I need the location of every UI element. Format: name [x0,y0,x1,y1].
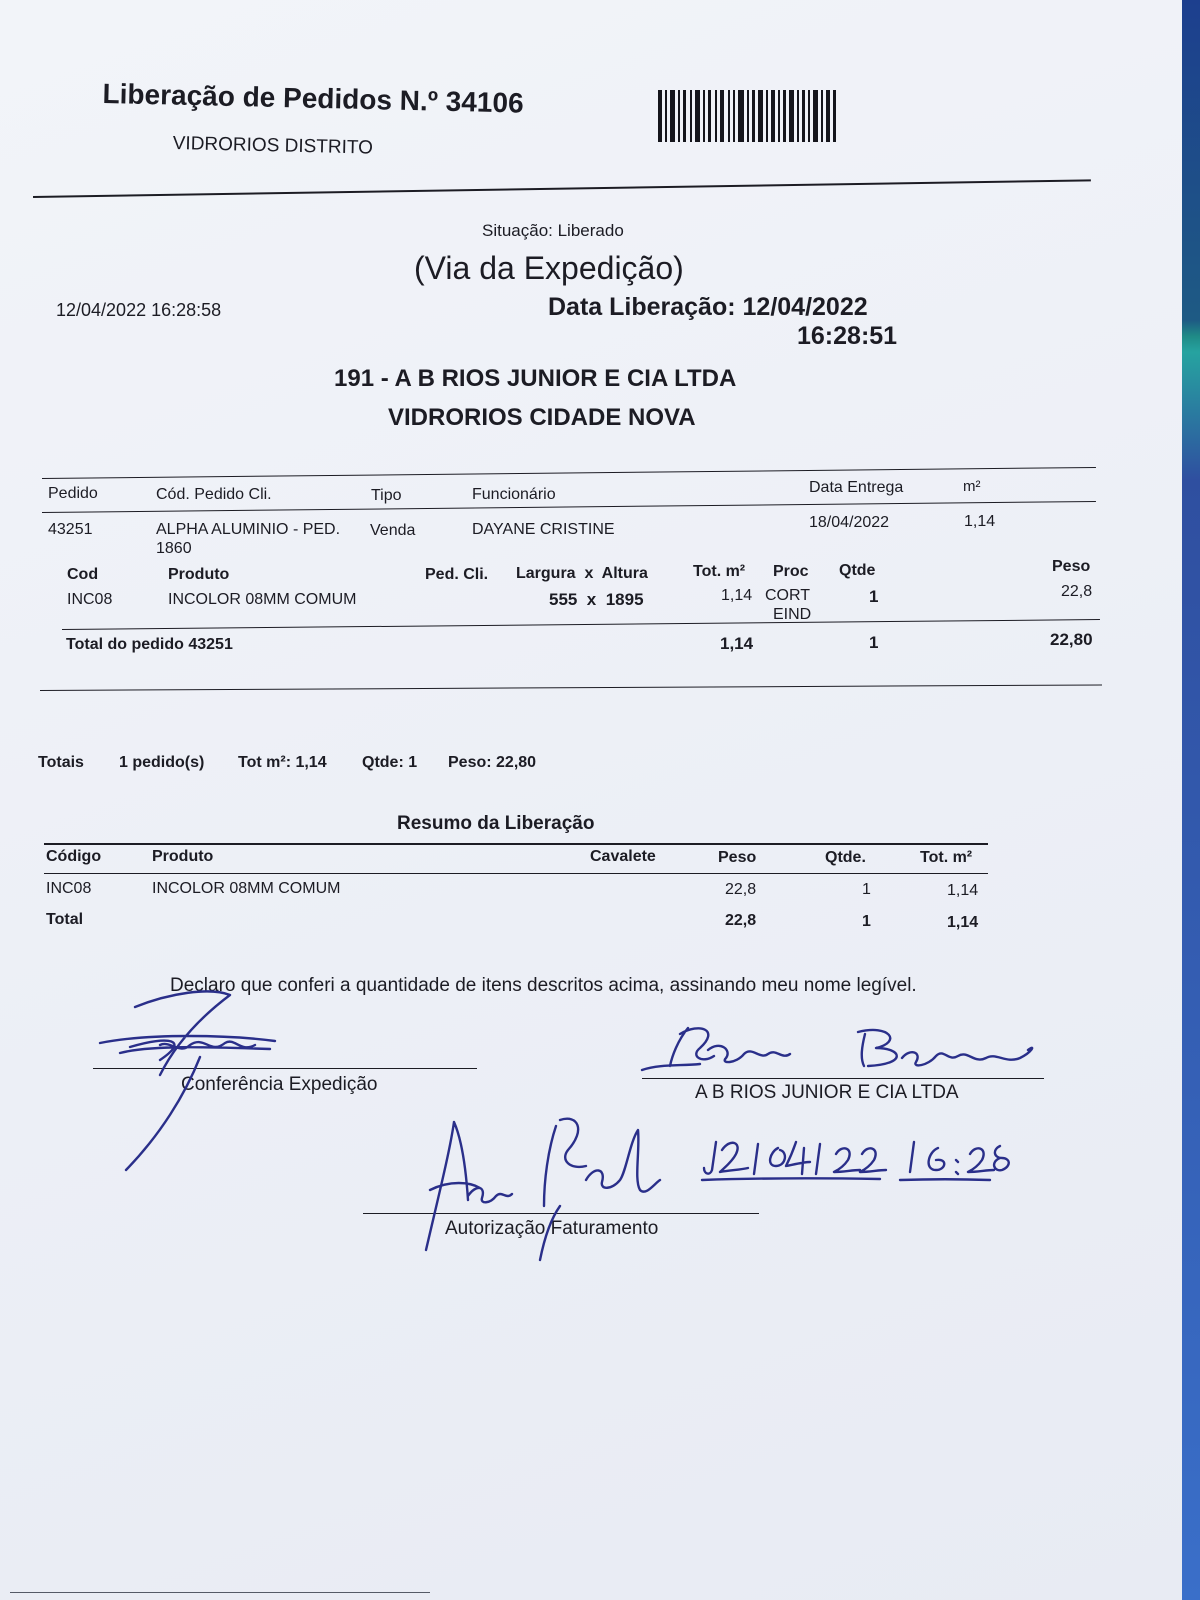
totais-label: Totais [38,754,84,771]
pedido-table-top-rule [42,467,1096,479]
document-title: Liberação de Pedidos N.º 34106 [102,78,524,119]
conferencia-label: Conferência Expedição [181,1074,378,1095]
resumo-total-peso: 22,8 [725,912,757,929]
item-col-proc: Proc [773,563,809,580]
item-tot-m2: 1,14 [721,587,753,604]
autorizacao-signature [410,1110,680,1260]
resumo-tot-m2: 1,14 [947,882,979,899]
resumo-codigo: INC08 [46,880,92,897]
resumo-total-qtde: 1 [862,913,871,930]
pedido-total-qtde: 1 [869,633,879,652]
barcode [658,88,840,144]
item-col-largura-altura: Largura x Altura [516,565,648,582]
resumo-peso: 22,8 [725,881,757,898]
resumo-produto: INCOLOR 08MM COMUM [152,880,341,897]
item-peso: 22,8 [1061,583,1093,600]
pedido-total-m2: 1,14 [720,634,754,653]
print-datetime: 12/04/2022 16:28:58 [56,300,222,320]
cod-pedido-cli-2: 1860 [156,540,192,557]
data-liberacao: Data Liberação: 12/04/2022 [548,293,868,321]
resumo-col-peso: Peso [718,849,757,866]
item-col-qtde: Qtde [839,562,876,579]
hora-liberacao: 16:28:51 [797,322,898,350]
item-col-ped-cli: Ped. Cli. [425,566,489,583]
company-name: VIDRORIOS DISTRITO [172,133,374,159]
col-cod-pedido-cli: Cód. Pedido Cli. [156,486,272,503]
pedido-tipo: Venda [370,522,416,539]
empresa-label: A B RIOS JUNIOR E CIA LTDA [695,1082,959,1103]
totais-m2: Tot m²: 1,14 [238,754,327,771]
pedido-number: 43251 [48,521,93,538]
resumo-col-codigo: Código [46,848,102,865]
resumo-total-label: Total [46,911,84,928]
situacao-label: Situação: Liberado [482,221,624,240]
pedido-table-bottom-rule [40,684,1102,691]
item-qtde: 1 [869,587,879,606]
item-col-tot-m2: Tot. m² [693,563,746,580]
totais-pedidos: 1 pedido(s) [119,754,205,771]
col-m2: m² [963,478,981,495]
resumo-col-produto: Produto [152,848,214,865]
conferencia-signature [90,985,310,1175]
item-total-rule [62,619,1100,630]
totais-peso: Peso: 22,80 [448,754,537,771]
item-col-peso: Peso [1052,558,1091,575]
col-funcionario: Funcionário [472,486,556,503]
col-pedido: Pedido [48,485,98,502]
col-data-entrega: Data Entrega [809,479,904,496]
pedido-total-peso: 22,80 [1050,630,1093,649]
resumo-col-tot-m2: Tot. m² [920,849,973,866]
pedido-m2: 1,14 [964,513,996,530]
cliente-line2: VIDRORIOS CIDADE NOVA [388,404,696,431]
autorizacao-label: Autorização Faturamento [445,1218,659,1239]
header-divider [33,179,1091,198]
declaration-text: Declaro que conferi a quantidade de itens descritos acima, assinando meu nome legível. [170,975,917,996]
item-col-cod: Cod [67,566,99,583]
pedido-data-entrega: 18/04/2022 [809,514,890,531]
resumo-col-cavalete: Cavalete [590,848,656,865]
item-largura-altura: 555 x 1895 [549,590,644,609]
empresa-signature [640,1020,1050,1080]
totais-qtde: Qtde: 1 [362,754,418,771]
handwritten-date [700,1132,1020,1192]
resumo-col-qtde: Qtde. [825,849,866,866]
item-proc-1: CORT [765,587,811,604]
item-produto: INCOLOR 08MM COMUM [168,591,357,608]
item-col-produto: Produto [168,566,230,583]
item-cod: INC08 [67,591,113,608]
pedido-funcionario: DAYANE CRISTINE [472,521,615,538]
resumo-top-rule [44,843,988,845]
resumo-header-rule [44,873,988,874]
resumo-qtde: 1 [862,881,871,898]
via-label: (Via da Expedição) [414,250,684,286]
col-tipo: Tipo [371,487,402,504]
pedido-total-label: Total do pedido 43251 [66,636,233,653]
bottom-edge-line [10,1592,430,1593]
item-proc-2: EIND [773,606,812,623]
resumo-title: Resumo da Liberação [397,813,595,834]
background-edge [1182,0,1200,1600]
cod-pedido-cli: ALPHA ALUMINIO - PED. [156,521,341,538]
cliente-line1: 191 - A B RIOS JUNIOR E CIA LTDA [334,365,737,392]
resumo-total-m2: 1,14 [947,914,979,931]
